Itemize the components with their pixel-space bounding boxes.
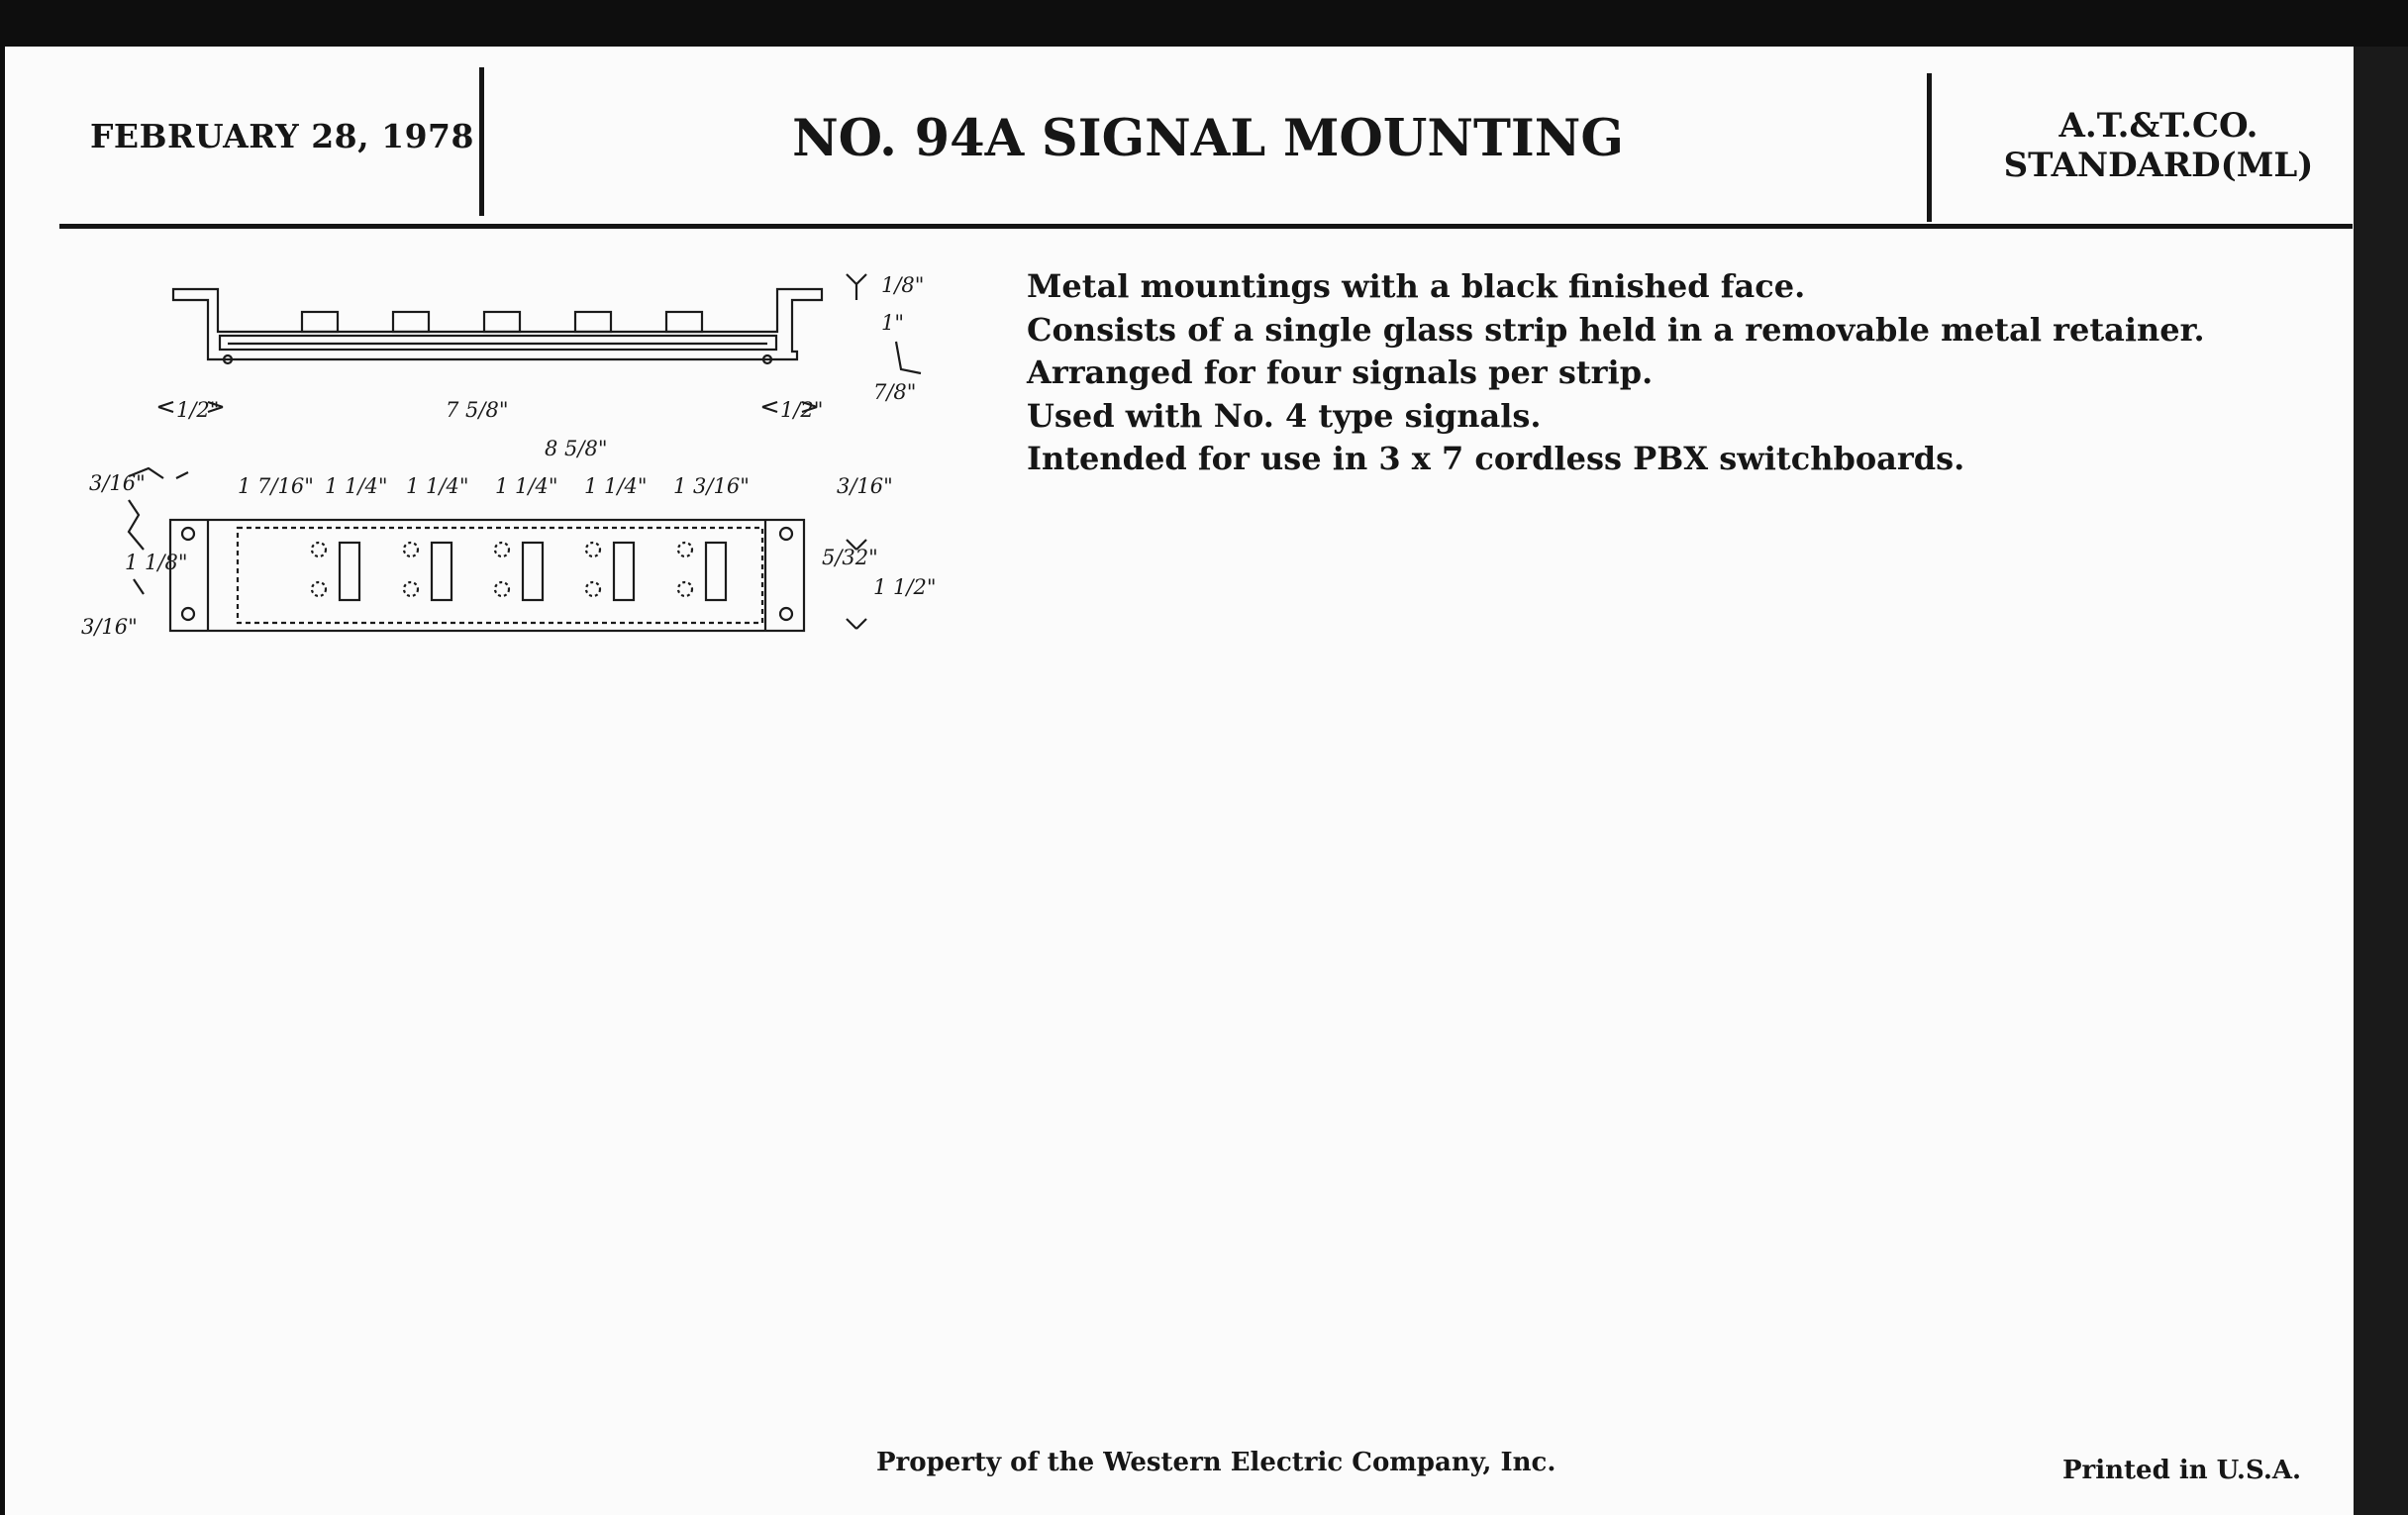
description-line-5: Intended for use in 3 x 7 cordless PBX switchboards. <box>1027 440 1965 477</box>
signal-window-1 <box>340 543 359 600</box>
dim-bottom-left: 3/16" <box>81 615 138 639</box>
footer-property: Property of the Western Electric Company, Inc. <box>876 1448 1556 1477</box>
signal-window-3 <box>523 543 543 600</box>
footer-printed: Printed in U.S.A. <box>2062 1456 2302 1485</box>
signal-top-3 <box>484 312 520 332</box>
signal-top-1 <box>302 312 338 332</box>
description-block <box>1027 265 2205 481</box>
dim-end-left: 1/2" <box>176 398 220 422</box>
standard-line-2: STANDARD(ML) <box>2003 146 2314 185</box>
card-shadow-edge <box>2354 47 2408 1515</box>
description-line-4: Used with No. 4 type signals. <box>1027 396 1542 435</box>
document-title: NO. 94A SIGNAL MOUNTING <box>792 109 1624 168</box>
signal-window-5 <box>706 543 726 600</box>
signal-window-2 <box>432 543 452 600</box>
signal-top-2 <box>393 312 429 332</box>
dim-edge-left: 3/16" <box>89 471 146 495</box>
dim-right-small: 5/32" <box>822 546 878 569</box>
dim-top-b: 1" <box>881 311 905 335</box>
dim-face-height: 1 1/8" <box>125 551 188 574</box>
mount-hole-br <box>780 608 792 620</box>
dim-s4: 1 1/4" <box>495 474 558 498</box>
dim-overall-length: 8 5/8" <box>545 437 608 460</box>
signal-top-5 <box>666 312 702 332</box>
dim-top-c: 7/8" <box>873 380 917 404</box>
standard-line-1: A.T.&T.CO. <box>2058 106 2258 146</box>
signal-top-4 <box>575 312 611 332</box>
document-date: FEBRUARY 28, 1978 <box>90 117 474 155</box>
dim-top-a: 1/8" <box>881 273 925 297</box>
header-divider-left <box>479 67 484 216</box>
header-divider-right <box>1927 73 1932 222</box>
header-rule <box>59 224 2353 229</box>
mount-hole-tr <box>780 528 792 540</box>
description-line-1: Metal mountings with a black finished face. <box>1027 267 1806 305</box>
dim-right-height: 1 1/2" <box>873 575 937 599</box>
description-line-3: Arranged for four signals per strip. <box>1027 354 1654 391</box>
signal-window-4 <box>614 543 634 600</box>
dim-s5: 1 1/4" <box>584 474 648 498</box>
description-line-2: Consists of a single glass strip held in a removable metal retainer. <box>1027 310 2205 349</box>
mount-hole-bl <box>182 608 194 620</box>
dim-s6: 1 3/16" <box>673 474 750 498</box>
dim-s1: 1 7/16" <box>238 474 314 498</box>
standard-block <box>1970 106 2347 185</box>
dim-s3: 1 1/4" <box>406 474 469 498</box>
dim-edge-right: 3/16" <box>837 474 893 498</box>
front-view-plate <box>170 520 804 631</box>
dim-overall-top: 7 5/8" <box>446 398 509 422</box>
signal-mounting-drawing <box>69 252 960 668</box>
dim-end-right: 1/2" <box>780 398 824 422</box>
mount-hole-tl <box>182 528 194 540</box>
dim-s2: 1 1/4" <box>325 474 388 498</box>
